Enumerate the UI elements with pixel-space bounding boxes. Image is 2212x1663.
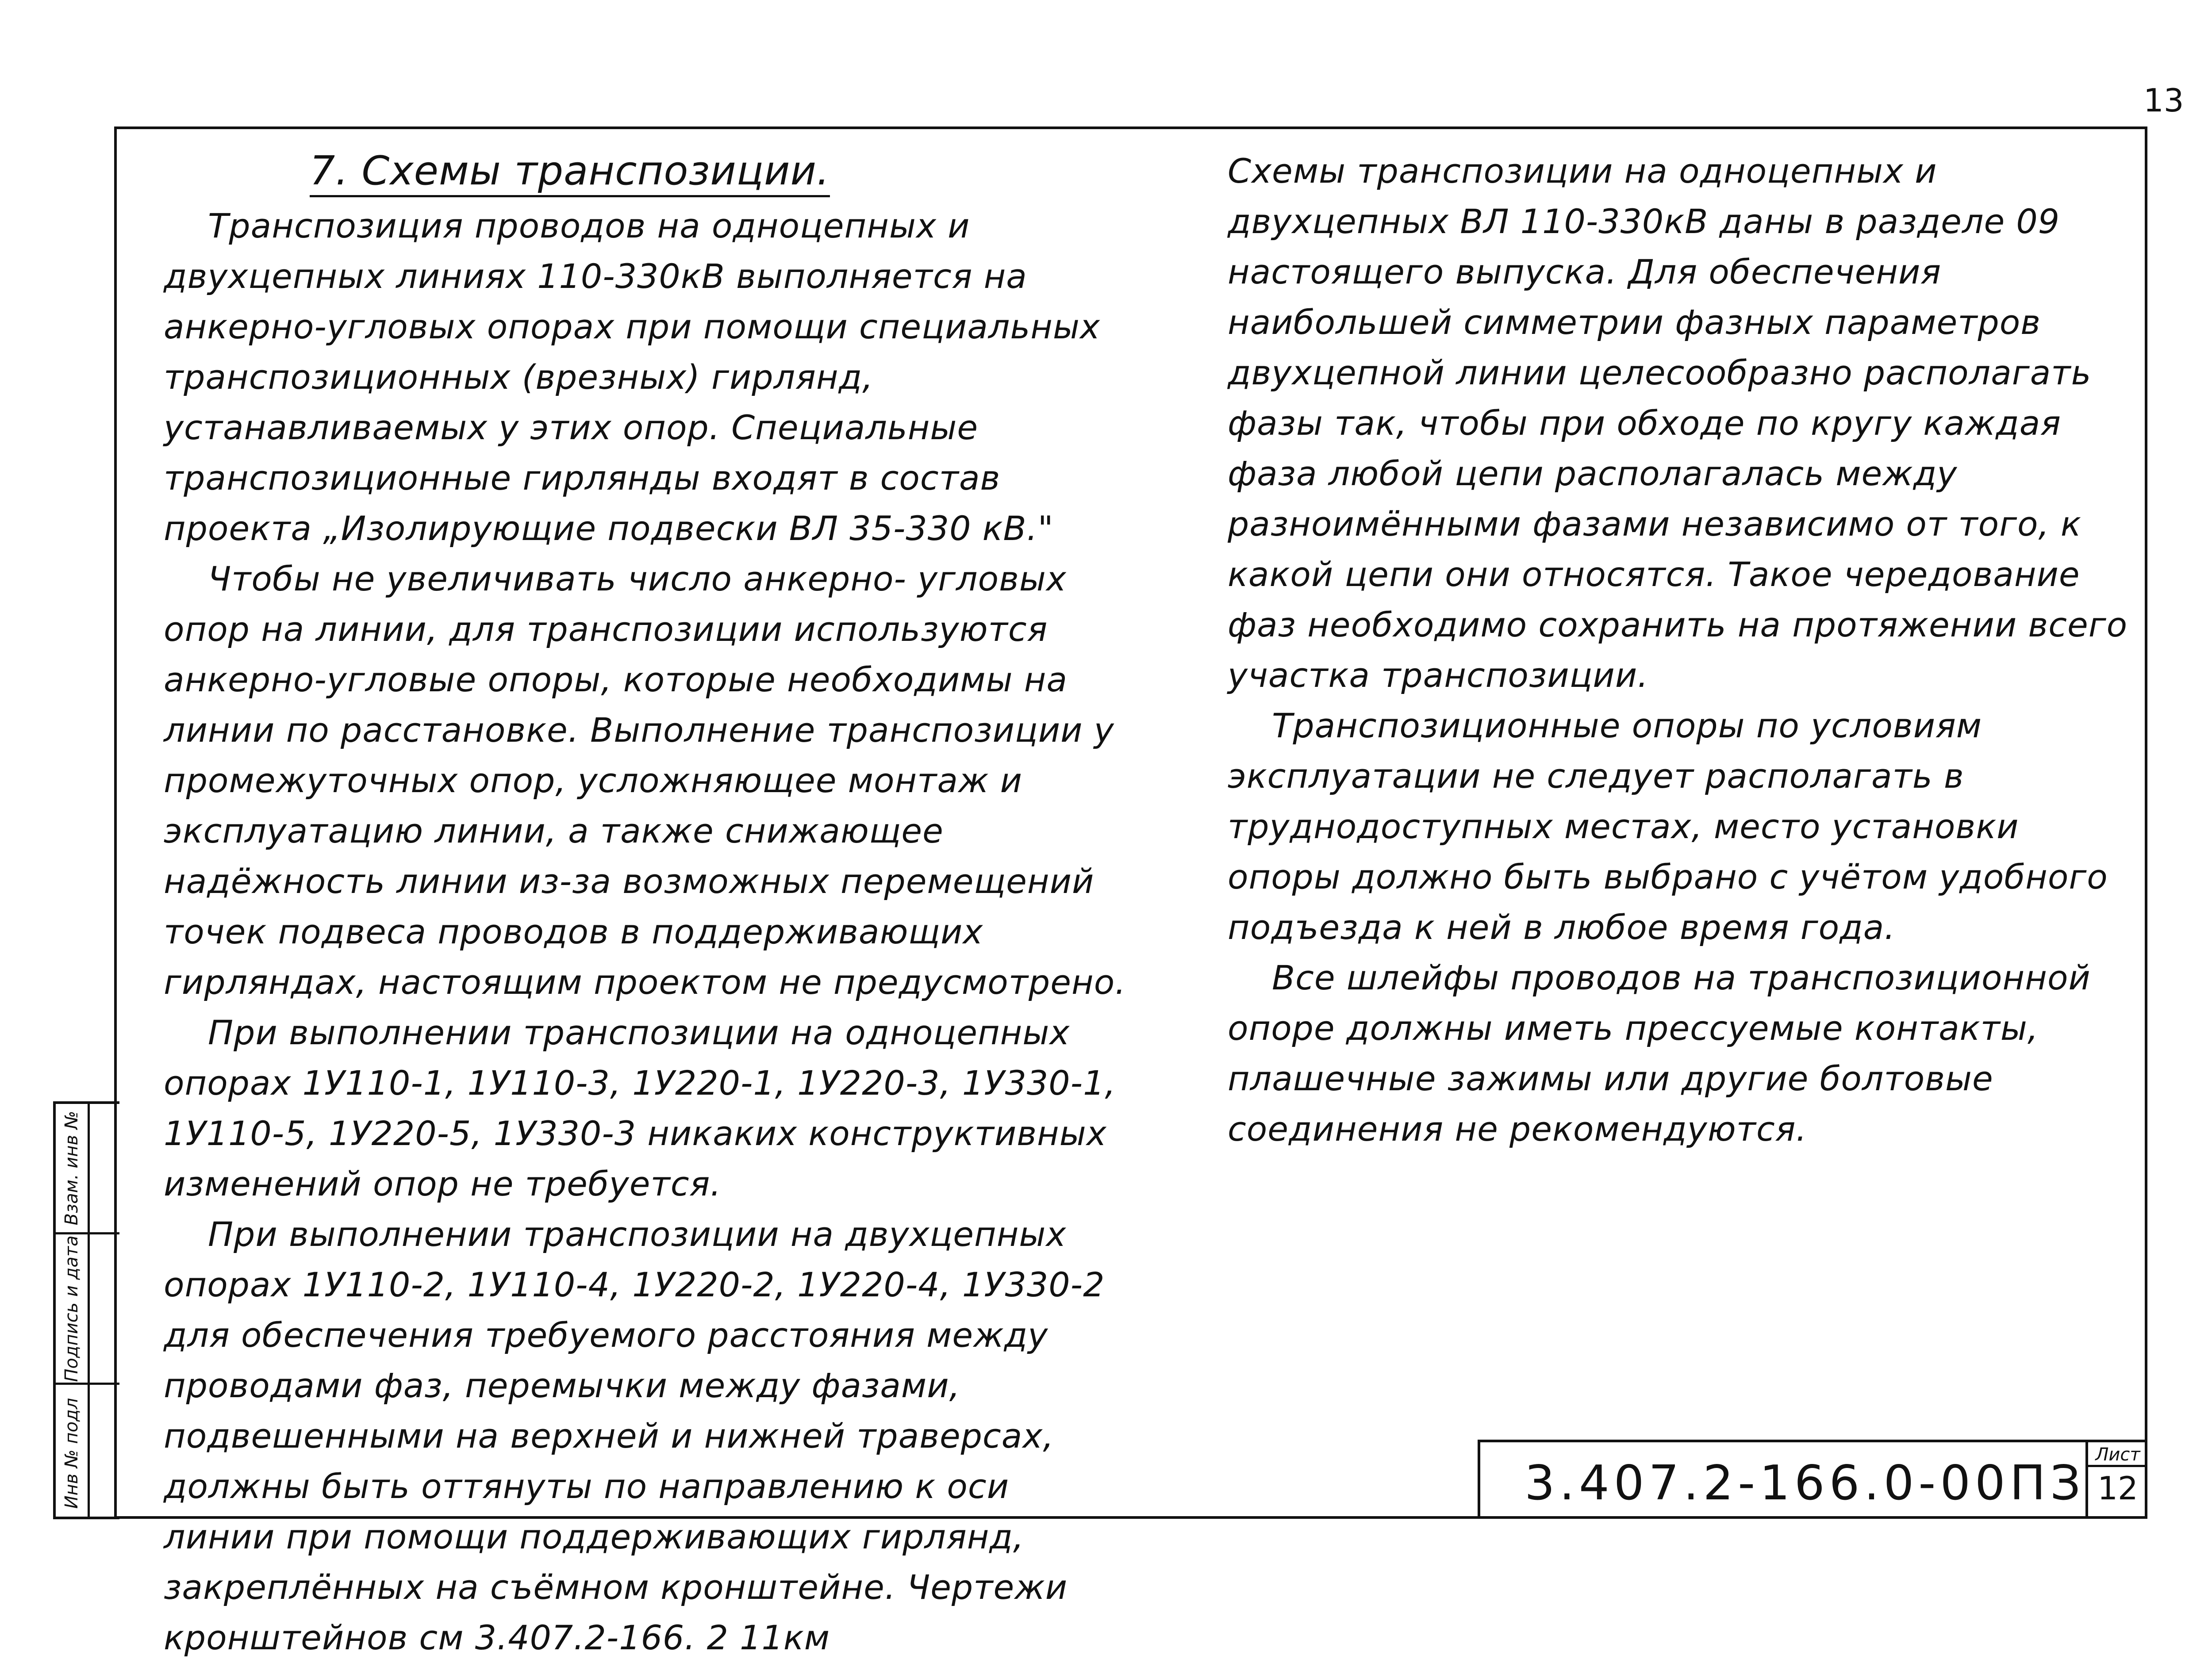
side-approval-strip (53, 1101, 119, 1519)
document-code: 3.407.2-166.0-00ПЗ (1525, 1456, 2085, 1511)
side-value-signature-date (90, 1232, 119, 1383)
left-text-column (164, 146, 1128, 1663)
paragraph: Транспозиционные опоры по условиям эксплуатации не следует располагать в труднодоступных местах, место установки опоры должно быть выбрано с учётом удобного подъезда к ней в любое время года. (1228, 706, 2108, 947)
right-text-column (1228, 146, 2135, 1154)
sheet-number: 12 (2097, 1470, 2138, 1507)
sheet-box (2085, 1442, 2147, 1519)
page-number: 13 (2143, 82, 2184, 119)
side-cell-inv-no (56, 1383, 88, 1522)
side-label-inv-no: Инв № подл (61, 1398, 82, 1509)
side-cell-signature-date (56, 1232, 88, 1383)
side-strip-labels (56, 1104, 88, 1517)
side-label-replacement-inv: Взам. инв № (61, 1111, 82, 1226)
side-cell-replacement-inv (56, 1104, 88, 1232)
side-value-inv-no (90, 1383, 119, 1522)
sheet-label: Лист (2088, 1442, 2147, 1467)
paragraph: При выполнении транспозиции на одноцепных опорах 1У110-1, 1У110-3, 1У220-1, 1У220-3, 1У330-1, 1У110-5, 1У220-5, 1У330-3 никаких конструктивных изменений опор не требуется. (164, 1013, 1116, 1203)
paragraph: Чтобы не увеличивать число анкерно- угловых опор на линии, для транспозиции используются анкерно-угловые опоры, которые необходимы на линии по расстановке. Выполнение транспозиции у промежуточных опор, усложняющее монтаж и эксплуатацию линии, а также снижающее надёжность линии из-за возможных перемещений точек подвеса проводов в поддерживающих гирляндах, настоящим проектом не предусмотрено. (164, 559, 1126, 1002)
side-strip-values (88, 1104, 119, 1517)
paragraph: При выполнении транспозиции на двухцепных опорах 1У110-2, 1У110-4, 1У220-2, 1У220-4, 1У330-2 для обеспечения требуемого расстояния между проводами фаз, перемычки между фазами, подвешенными на верхней и нижней траверсах, должны быть оттянуты по направлению к оси линии при помощи поддерживающих гирлянд, закреплённых на съёмном кронштейне. Чертежи кронштейнов см 3.407.2-166. 2 11км (164, 1215, 1105, 1657)
paragraph: Все шлейфы проводов на транспозиционной опоре должны иметь прессуемые контакты, плашечные зажимы или другие болтовые соединения не рекомендуются. (1228, 958, 2091, 1149)
title-block-stamp (1478, 1440, 2147, 1519)
paragraph: Транспозиция проводов на одноцепных и двухцепных линиях 110-330кВ выполняется на анкерно-угловых опорах при помощи специальных транспозиционных (врезных) гирлянд, устанавливаемых у этих опор. Специальные транспозиционные гирлянды входят в состав проекта „Изолирующие подвески ВЛ 35-330 кВ." (164, 206, 1100, 548)
side-label-signature-date: Подпись и дата (61, 1235, 82, 1382)
section-title: 7. Схемы транспозиции. (164, 146, 1128, 196)
paragraph: Схемы транспозиции на одноцепных и двухцепных ВЛ 110-330кВ даны в разделе 09 настоящего выпуска. Для обеспечения наибольшей симметрии фазных параметров двухцепной линии целесообразно располагать фазы так, чтобы при обходе по кругу каждая фаза любой цепи располагалась между разноимёнными фазами независимо от того, к какой цепи они относятся. Такое чередование фаз необходимо сохранить на протяжении всего участка транспозиции. (1228, 151, 2128, 695)
